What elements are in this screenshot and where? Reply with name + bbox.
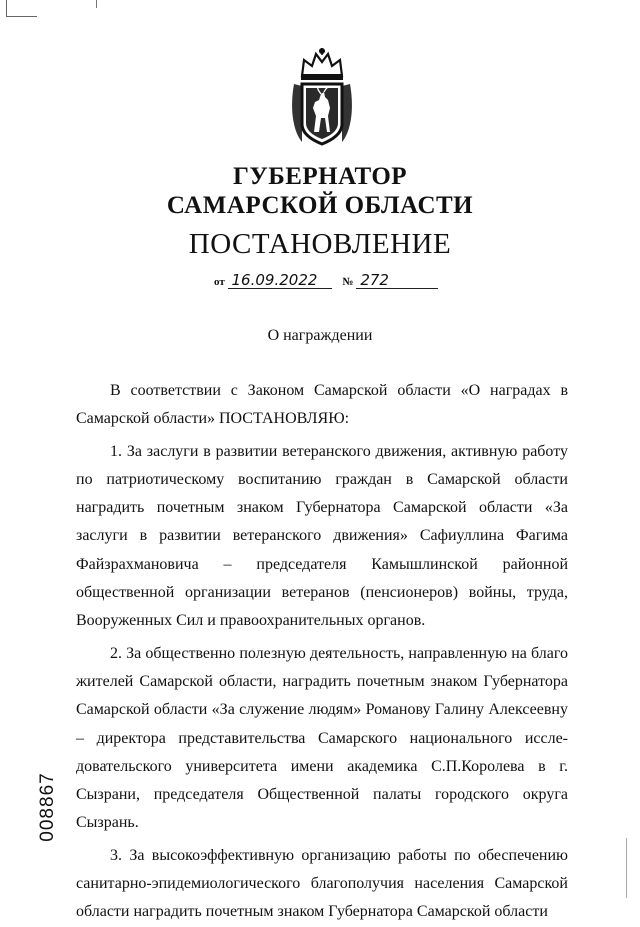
preamble-paragraph: В соответствии с Законом Самарской области «О наградах в Самарской области» ПОСТАНОВЛЯЮ: xyxy=(76,382,568,428)
document-number: 272 xyxy=(356,272,438,289)
scan-edge-mark xyxy=(626,838,627,898)
document-type: ПОСТАНОВЛЕНИЕ xyxy=(188,228,452,260)
date-prefix: от xyxy=(214,276,225,288)
scan-corner-mark xyxy=(6,0,37,17)
side-registration-code xyxy=(28,762,68,852)
scan-tick-mark xyxy=(96,0,97,8)
document-subject: О награждении xyxy=(267,327,373,344)
issuer-title-line2: САМАРСКОЙ ОБЛАСТИ xyxy=(166,192,474,219)
document-date: 16.09.2022 xyxy=(228,272,332,289)
number-prefix: № xyxy=(342,276,354,288)
coat-of-arms-icon xyxy=(288,46,356,146)
document-body xyxy=(76,377,568,927)
registration-line xyxy=(214,272,438,289)
clause-1-paragraph: 1. За заслуги в развитии ветеранского движения, активную работу по патриотическому воспитанию граждан в Самарской области наградить почетным знаком Губернатора Самарской области «За заслуги в развитии ветеранского движения» Сафиуллина Фагима Файзрахмановича – председателя Камышлинской районной общественной организации ветеранов (пенсионеров) войны, труда, Вооруженных Сил и правоохранительных органов. xyxy=(76,442,568,630)
clause-2-paragraph: 2. За общественно полезную деятельность, направленную на благо жителей Самарской области, наградить почетным знаком Губернатора Самарской области «За служение людям» Романову Галину Алексеевну – директора представительства Самарского национального иссле-довательского университета имени академика С.П.Королева в г. Сызрани, председателя Общественной палаты городского округа Сызрань. xyxy=(76,644,568,832)
clause-3-paragraph: 3. За высокоэффективную организацию работы по обеспечению санитарно-эпидемиологического благополучия населения Самарской области наградить почетным знаком Губернатора Самарской области xyxy=(76,846,568,921)
issuer-title-line1: ГУБЕРНАТОР xyxy=(232,163,408,190)
side-code-text: 008867 xyxy=(37,772,58,842)
